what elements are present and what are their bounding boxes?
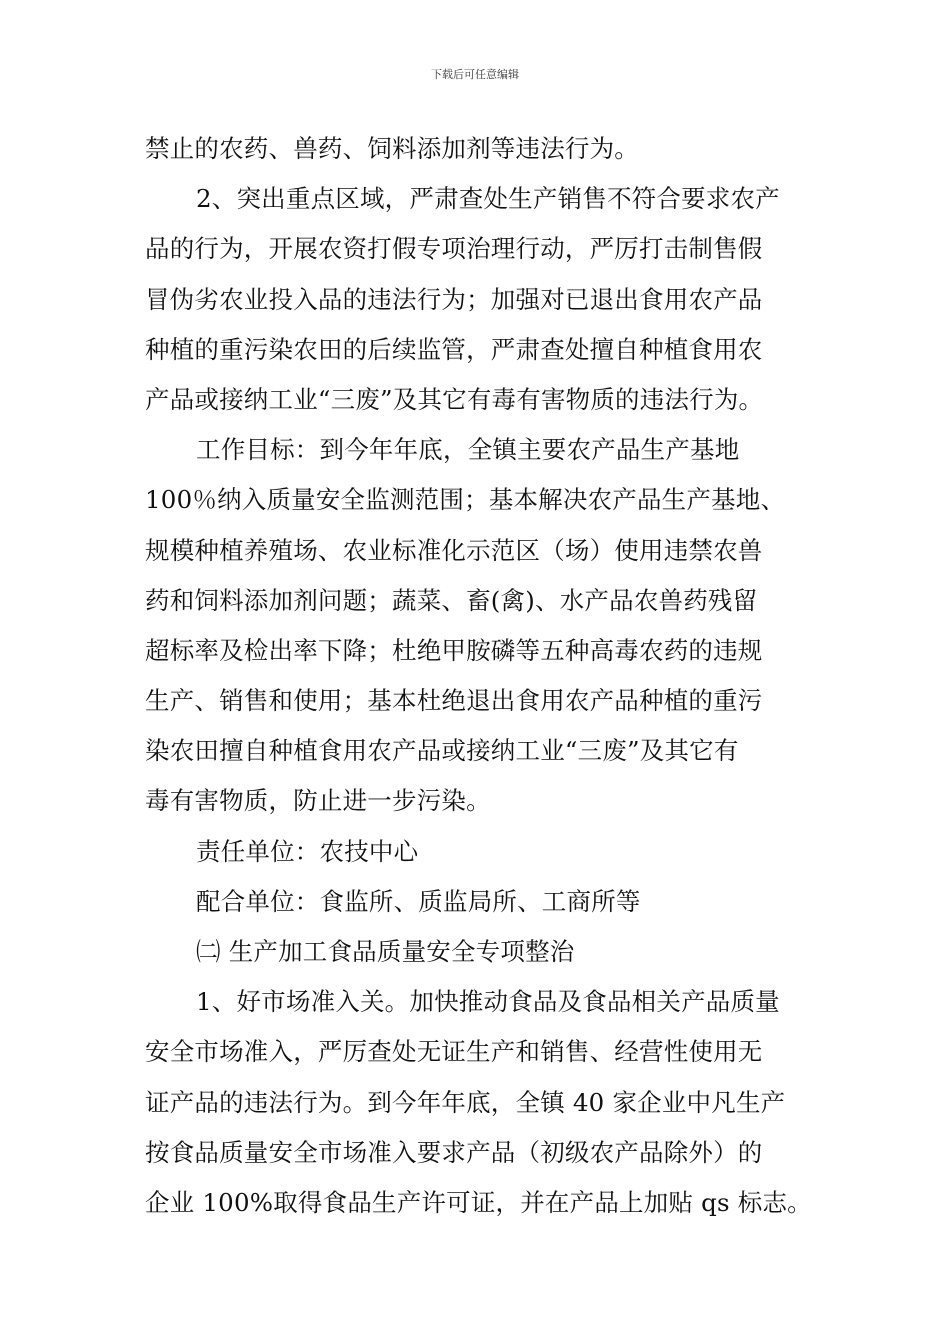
text-line: 证产品的违法行为。到今年年底，全镇 40 家企业中凡生产	[145, 1087, 786, 1117]
text-line: 100％纳入质量安全监测范围；基本解决农产品生产基地、	[145, 485, 786, 515]
text-line: 规模种植养殖场、农业标准化示范区（场）使用违禁农兽	[145, 535, 763, 565]
text-line: 1、好市场准入关。加快推动食品及食品相关产品质量	[196, 987, 780, 1017]
text-line: 禁止的农药、兽药、饲料添加剂等违法行为。	[145, 134, 639, 163]
text-line: 安全市场准入，严厉查处无证生产和销售、经营性使用无	[145, 1037, 763, 1067]
text-line: 品的行为，开展农资打假专项治理行动，严厉打击制售假	[145, 234, 763, 264]
text-line: 责任单位：农技中心	[196, 836, 419, 866]
text-line: ㈡ 生产加工食品质量安全专项整治	[196, 937, 575, 966]
header-note: 下载后可任意编辑	[431, 68, 519, 81]
text-line: 按食品质量安全市场准入要求产品（初级农产品除外）的	[145, 1137, 763, 1167]
text-line: 生产、销售和使用；基本杜绝退出食用农产品种植的重污	[145, 686, 763, 716]
text-line: 2、突出重点区域，严肃查处生产销售不符合要求农产	[196, 184, 780, 214]
text-line: 超标率及检出率下降；杜绝甲胺磷等五种高毒农药的违规	[145, 635, 763, 665]
document-body	[145, 124, 812, 1228]
text-line: 染农田擅自种植食用农产品或接纳工业“三废”及其它有	[145, 736, 739, 766]
text-line: 药和饲料添加剂问题；蔬菜、畜(禽)、水产品农兽药残留	[145, 585, 758, 615]
text-line: 配合单位：食监所、质监局所、工商所等	[196, 886, 641, 916]
text-line: 工作目标：到今年年底，全镇主要农产品生产基地	[196, 435, 740, 465]
text-line: 种植的重污染农田的后续监管，严肃查处擅自种植食用农	[145, 334, 763, 364]
text-line: 毒有害物质，防止进一步污染。	[145, 786, 491, 816]
text-line: 企业 100%取得食品生产许可证，并在产品上加贴 qs 标志。	[145, 1187, 812, 1217]
text-line: 冒伪劣农业投入品的违法行为；加强对已退出食用农产品	[145, 284, 763, 314]
text-line: 产品或接纳工业“三废”及其它有毒有害物质的违法行为。	[145, 384, 764, 414]
